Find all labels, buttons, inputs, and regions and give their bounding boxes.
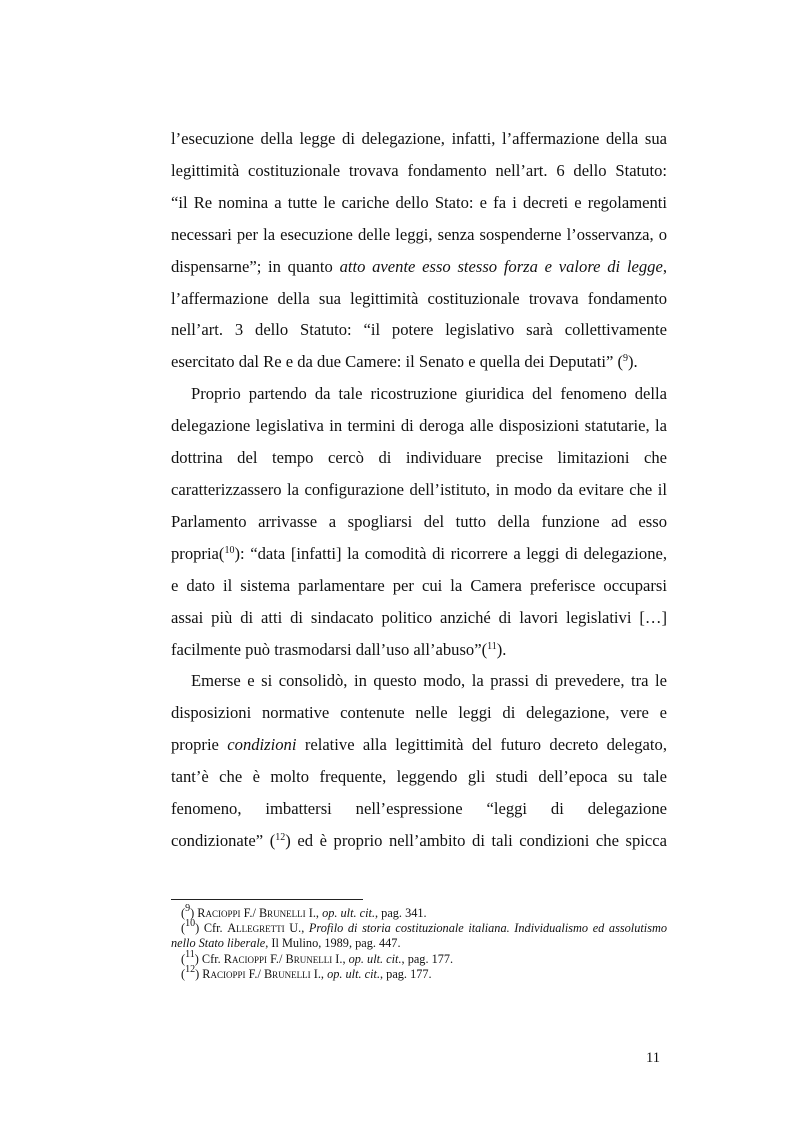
text-run: ): “data [infatti] la comodità di ricorrere a leggi di delegazione, <box>234 543 667 563</box>
text-line <box>171 825 667 857</box>
footnote-number: 11 <box>185 948 195 960</box>
paragraph-2-end <box>171 634 667 666</box>
footnotes <box>171 903 668 982</box>
footnote-work: op. ult. cit. <box>322 906 376 920</box>
footnote-sep: , <box>342 951 349 966</box>
text-line: fenomeno, imbattersi nell’espressione “leggi di delegazione <box>171 799 667 819</box>
text-line: legittimità costituzionale trovava fondamento nell’art. 6 dello Statuto: <box>171 160 667 180</box>
text-line: assai più di atti di sindacato politico anziché di lavori legislativi […] <box>171 607 667 627</box>
text-line: e dato il sistema parlamentare per cui la Camera preferisce occuparsi <box>171 575 667 595</box>
text-run: ) ed è proprio nell’ambito di tali condizioni che spicca <box>285 830 667 850</box>
text-line <box>171 729 667 761</box>
footnote-separator <box>171 899 363 900</box>
footnote-sep: , <box>301 921 309 936</box>
text-run: , <box>662 256 667 276</box>
text-run: ). <box>628 352 638 372</box>
text-run: facilmente può trasmodarsi dall’uso all’abuso”( <box>171 639 488 659</box>
text-line: Proprio partendo da tale ricostruzione giuridica del fenomeno della <box>191 384 667 404</box>
text-run: propria( <box>171 543 225 563</box>
text-run: dispensarne”; in quanto <box>171 256 333 276</box>
text-run: relative alla legittimità del futuro decreto delegato, <box>304 735 667 755</box>
footnote-work: Profilo di storia costituzionale italiana. Individualismo ed assolutismo nello Stato liberale <box>171 921 668 951</box>
footnote-ref[interactable]: 11 <box>487 640 497 652</box>
footnote-work: op. ult. cit. <box>348 951 402 966</box>
text-run: condizionate” ( <box>171 830 276 850</box>
text-line: nell’art. 3 dello Statuto: “il potere legislativo sarà collettivamente <box>171 320 667 340</box>
footnote-12: ($^{12}$) Racioppi F./ Brunelli I., op. ult. cit., pag. 177. <box>181 963 432 981</box>
text-line: Emerse e si consolidò, in questo modo, la prassi di prevedere, tra le <box>191 671 667 691</box>
footnote-author: Racioppi F./ Brunelli I. <box>197 906 316 920</box>
footnote-author: Racioppi F./ Brunelli I. <box>223 951 343 966</box>
footnote-ref[interactable]: 12 <box>275 831 286 843</box>
text-line: l’esecuzione della legge di delegazione, infatti, l’affermazione della sua <box>171 129 667 148</box>
footnote-author: Racioppi F./ Brunelli I. <box>202 966 321 981</box>
paragraph-2 <box>171 378 667 633</box>
footnote-11: ($^{11}$) Cfr. Racioppi F./ Brunelli I., op. ult. cit., pag. 177. <box>181 948 454 966</box>
paragraph-3 <box>171 665 667 856</box>
main-text <box>171 123 667 857</box>
footnote-sep: , <box>315 906 323 920</box>
footnote-number: 12 <box>185 963 196 975</box>
text-line <box>171 634 667 666</box>
footnote-sep: , <box>320 966 328 981</box>
footnote-author: Allegretti U. <box>227 921 302 936</box>
italic-word: condizioni <box>227 735 297 755</box>
footnote-rest: , Il Mulino, 1989, pag. 447. <box>265 936 401 951</box>
footnote-pre: Cfr. <box>201 951 224 966</box>
paragraph-1 <box>171 123 667 346</box>
footnote-number: 9 <box>185 903 191 914</box>
text-line: “il Re nomina a tutte le cariche dello Stato: e fa i decreti e regolamenti <box>171 192 667 212</box>
text-run: proprie <box>171 735 219 755</box>
text-line <box>171 346 667 378</box>
text-run: esercitato dal Re e da due Camere: il Senato e quella dei Deputati” ( <box>171 352 623 372</box>
footnote-rest: , pag. 177. <box>380 966 432 981</box>
text-line <box>171 538 667 570</box>
footnote-10: ($^{10}$) Cfr. Allegretti U., Profilo di storia costituzionale italiana. Individualismo ed assolutismo nello Stato liberale, Il Mulino, 1989, pag. 447. <box>171 918 668 951</box>
italic-phrase: atto avente esso stesso forza e valore di legge <box>339 256 663 276</box>
page-number: 11 <box>646 1050 660 1066</box>
text-line: disposizioni normative contenute nelle leggi di delegazione, vere e <box>171 703 667 723</box>
text-run: ). <box>496 639 507 659</box>
text-line: Parlamento arrivasse a spogliarsi del tutto della funzione ad esso <box>171 511 667 531</box>
text-line: dottrina del tempo cercò di individuare precise limitazioni che <box>171 448 667 468</box>
footnote-ref[interactable]: 10 <box>224 544 235 556</box>
text-line: delegazione legislativa in termini di deroga alle disposizioni statutarie, la <box>171 416 667 436</box>
text-line: necessari per la esecuzione delle leggi, senza sospenderne l’osservanza, o <box>171 224 667 244</box>
text-line: caratterizzassero la configurazione dell’istituto, in modo da evitare che il <box>171 479 667 499</box>
footnote-rest: , pag. 341. <box>375 906 427 920</box>
text-line: tant’è che è molto frequente, leggendo gli studi dell’epoca su tale <box>171 767 667 787</box>
footnote-rest: , pag. 177. <box>401 951 454 966</box>
footnote-9: ($^9$) Racioppi F./ Brunelli I., op. ult. cit., pag. 341. <box>181 903 427 920</box>
footnote-work: op. ult. cit. <box>327 966 381 981</box>
footnote-pre: Cfr. <box>203 921 228 936</box>
text-line <box>171 251 667 283</box>
text-line: l’affermazione della sua legittimità costituzionale trovava fondamento <box>171 288 667 308</box>
paragraph-1-end <box>171 346 667 378</box>
footnote-number: 10 <box>185 918 196 930</box>
footnote-ref[interactable]: 9 <box>623 353 628 365</box>
